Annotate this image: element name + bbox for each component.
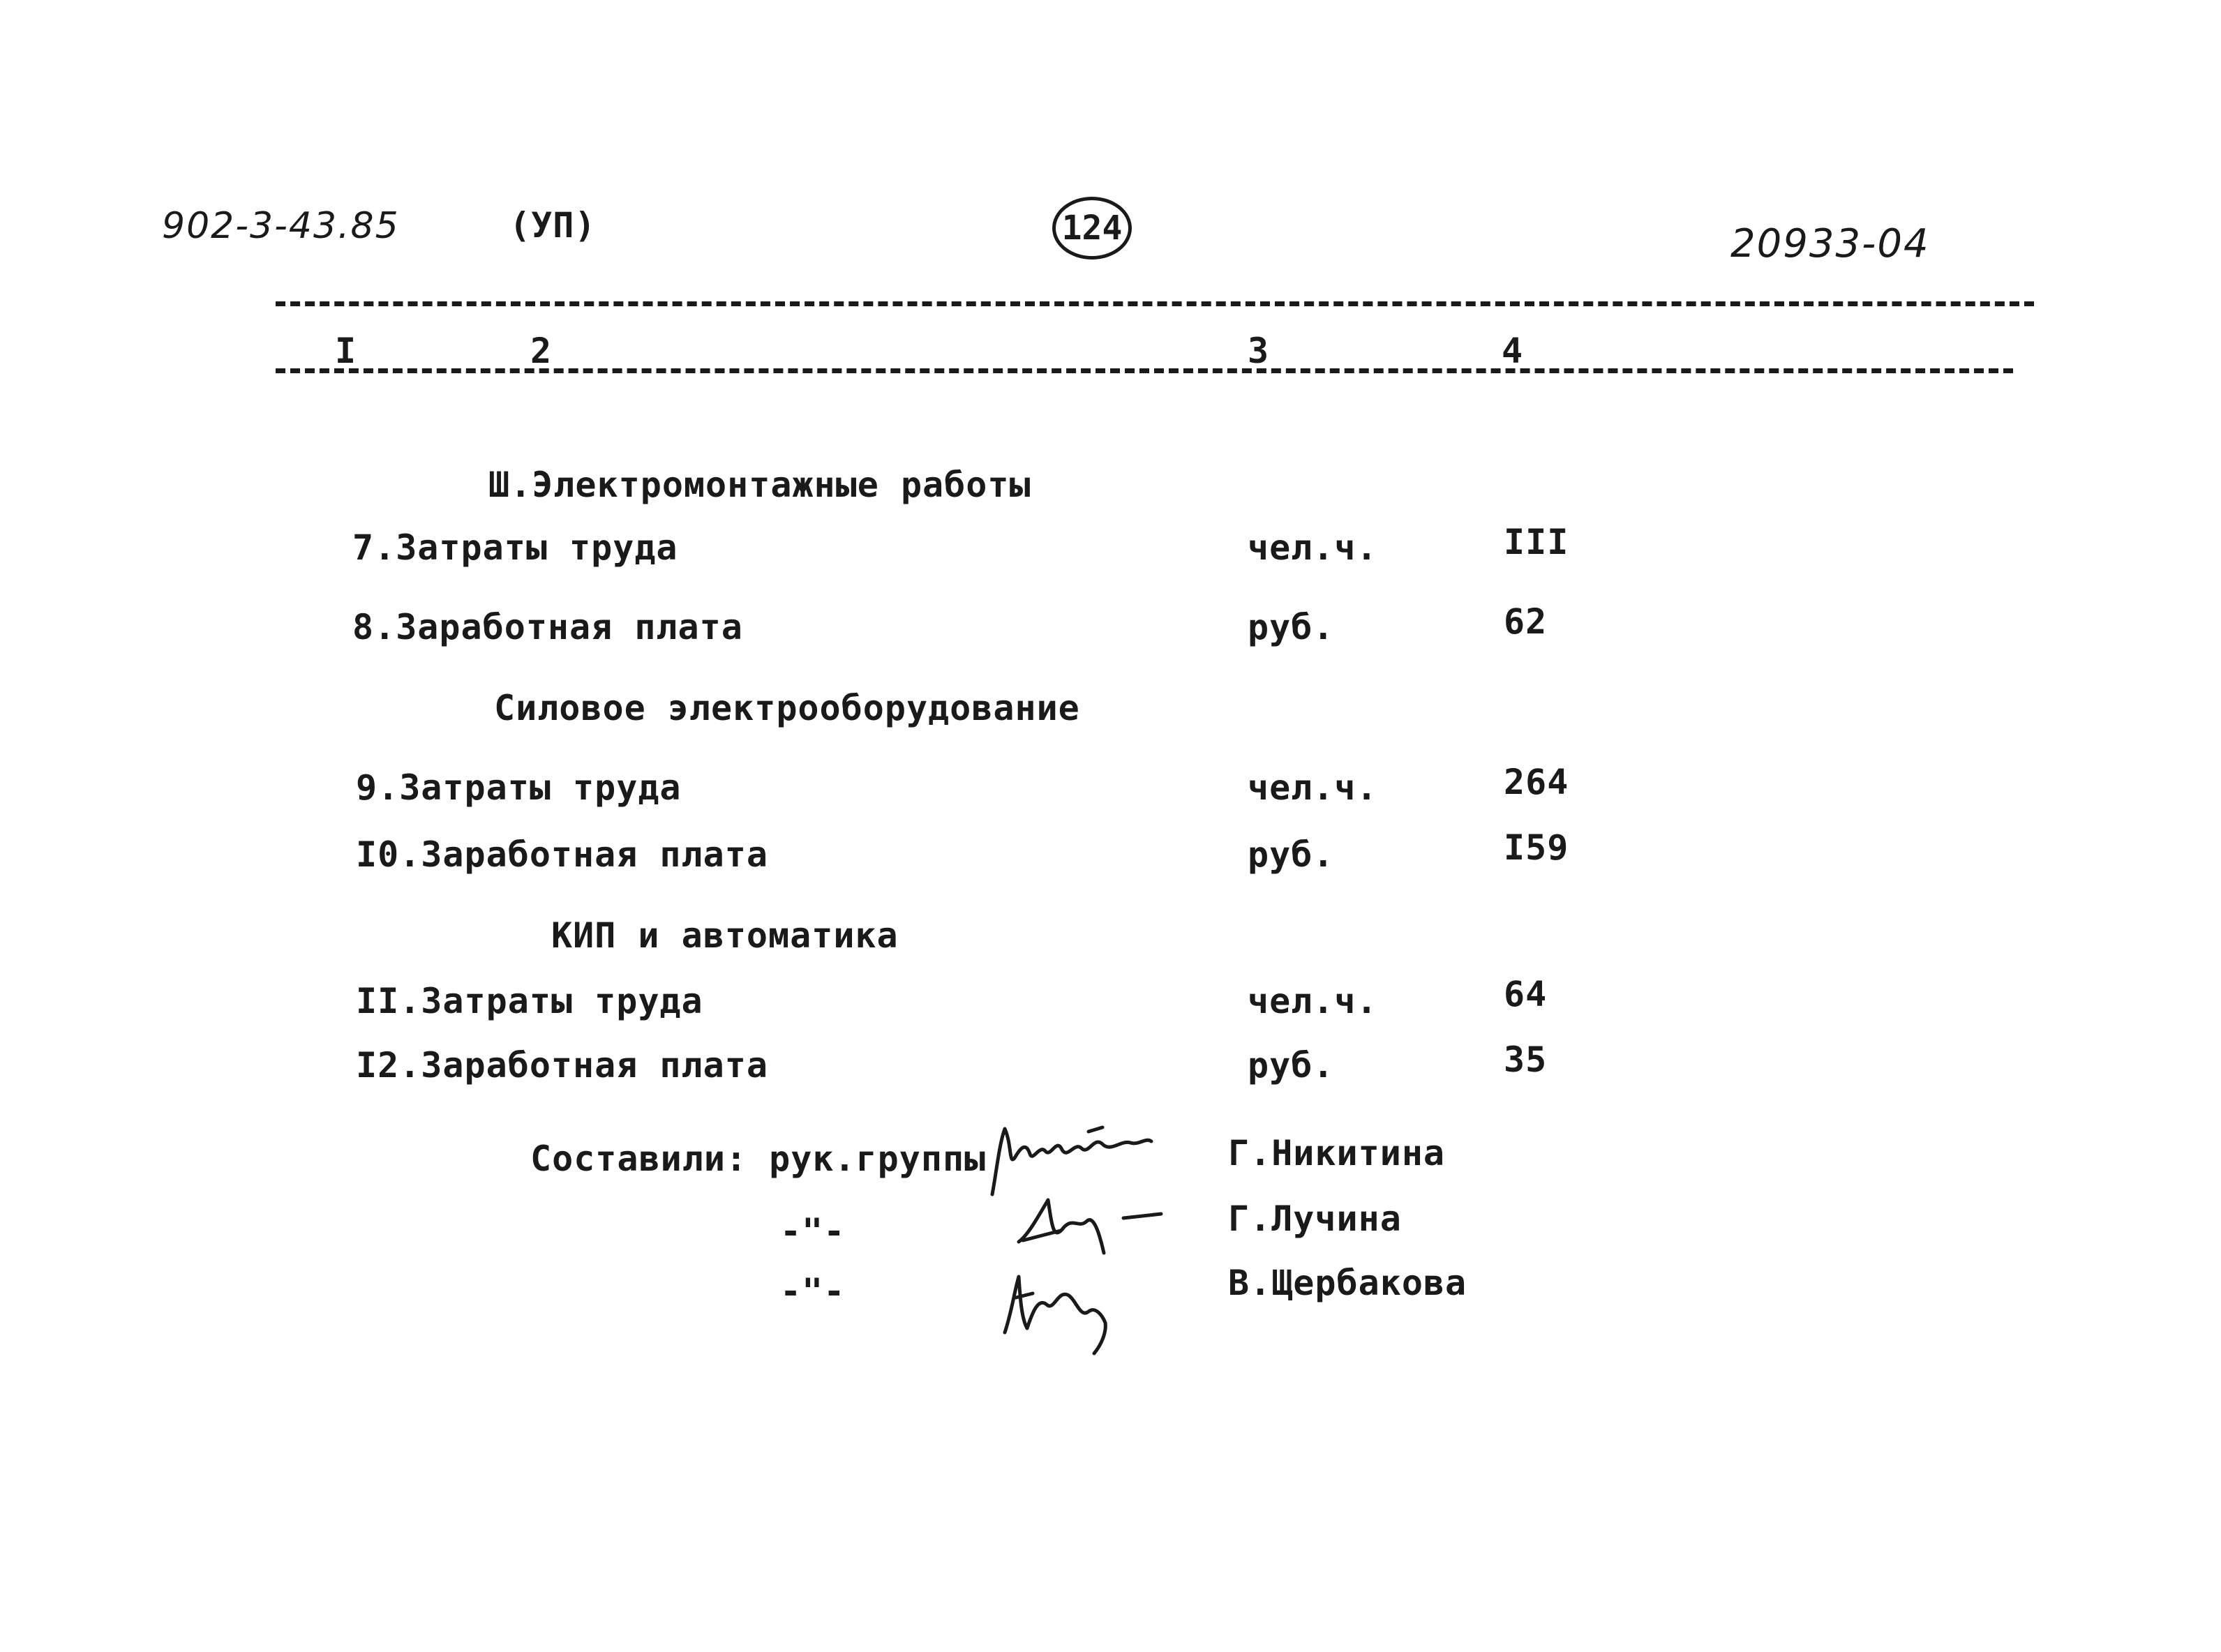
volume-mark: (УП) xyxy=(509,205,597,246)
signature-shcherbakova xyxy=(991,1256,1130,1360)
row-value: 264 xyxy=(1504,762,1569,802)
row-unit: руб. xyxy=(1248,1045,1335,1086)
column-header-4: 4 xyxy=(1502,331,1524,371)
row-unit: чел.ч. xyxy=(1248,767,1378,808)
row-label: 8.Заработная плата xyxy=(352,607,743,647)
column-header-1: I xyxy=(335,331,357,371)
page-number xyxy=(1052,197,1132,260)
section-title: Ш.Электромонтажные работы xyxy=(488,465,1031,505)
signer-name: Г.Никитина xyxy=(1228,1133,1446,1173)
signer-name: Г.Лучина xyxy=(1228,1199,1402,1239)
row-label: I2.Заработная плата xyxy=(356,1045,768,1086)
row-value: 62 xyxy=(1504,601,1548,642)
row-label: I0.Заработная плата xyxy=(356,834,768,875)
row-label: II.Затраты труда xyxy=(356,981,703,1021)
compiled-by-label: Составили: рук.группы xyxy=(530,1139,987,1179)
row-label: 7.Затраты труда xyxy=(352,527,678,568)
inventory-number: 20933-04 xyxy=(1730,221,1930,266)
signer-name: В.Щербакова xyxy=(1228,1263,1467,1303)
page-number-text: 124 xyxy=(1061,209,1123,248)
section-title: КИП и автоматика xyxy=(551,915,899,956)
row-label: 9.Затраты труда xyxy=(356,767,682,808)
column-header-3: 3 xyxy=(1248,331,1270,371)
row-value: 35 xyxy=(1504,1039,1548,1080)
document-number: 902-3-43.85 xyxy=(162,205,400,247)
row-value: III xyxy=(1504,522,1569,562)
row-unit: руб. xyxy=(1248,607,1335,647)
ditto-mark: -"- xyxy=(780,1211,846,1252)
table-header-rule xyxy=(276,368,2013,373)
ditto-mark: -"- xyxy=(780,1271,846,1312)
row-value: I59 xyxy=(1504,827,1569,868)
table-top-rule xyxy=(276,301,2034,306)
row-unit: чел.ч. xyxy=(1248,981,1378,1021)
column-header-2: 2 xyxy=(530,331,553,371)
row-value: 64 xyxy=(1504,974,1548,1014)
section-title: Силовое электрооборудование xyxy=(494,688,1080,728)
row-unit: чел.ч. xyxy=(1248,527,1378,568)
signature-luchina xyxy=(1012,1186,1172,1263)
row-unit: руб. xyxy=(1248,834,1335,875)
